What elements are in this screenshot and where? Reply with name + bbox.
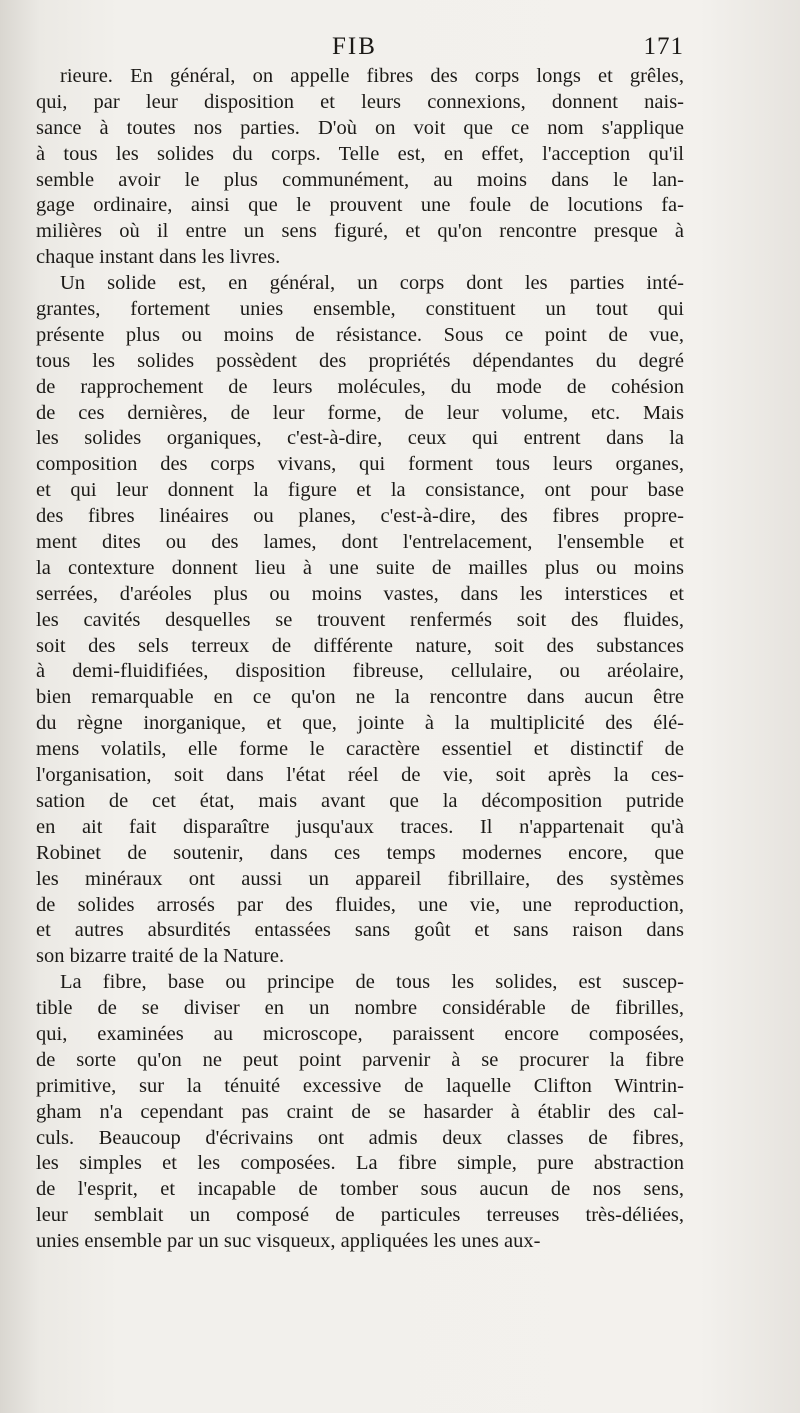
text-line: à demi-fluidifiées, disposition fibreuse, cellulaire, ou aréolaire,: [36, 660, 684, 683]
text-line: Robinet de soutenir, dans ces temps modernes encore, que: [36, 841, 684, 864]
text-line: de rapprochement de leurs molécules, du mode de cohésion: [36, 375, 684, 398]
running-head: FIB: [332, 33, 377, 60]
text-line: gham n'a cependant pas craint de se hasarder à établir des cal-: [36, 1100, 684, 1123]
text-line: sation de cet état, mais avant que la décomposition putride: [36, 789, 684, 812]
text-line: qui, par leur disposition et leurs connexions, donnent nais-: [36, 90, 684, 113]
text-line: l'organisation, soit dans l'état réel de vie, soit après la ces-: [36, 764, 684, 787]
text-line: ment dites ou des lames, dont l'entrelacement, l'ensemble et: [36, 531, 684, 554]
page-number: 171: [643, 33, 684, 60]
text-line: de ces dernières, de leur forme, de leur volume, etc. Mais: [36, 401, 684, 424]
text-line: rieure. En général, on appelle fibres des corps longs et grêles,: [60, 65, 684, 87]
text-line: primitive, sur la ténuité excessive de laquelle Clifton Wintrin-: [36, 1074, 684, 1097]
text-line: leur semblait un composé de particules terreuses très-déliées,: [36, 1204, 684, 1227]
text-line: du règne inorganique, et que, jointe à la multiplicité des élé-: [36, 712, 684, 735]
text-line: grantes, fortement unies ensemble, constituent un tout qui: [36, 298, 684, 321]
text-line: de solides arrosés par des fluides, une vie, une reproduction,: [36, 893, 684, 916]
text-line: les minéraux ont aussi un appareil fibrillaire, des systèmes: [36, 867, 684, 890]
paragraph: [36, 970, 684, 1255]
text-line: son bizarre traité de la Nature.: [36, 945, 285, 968]
text-line: tible de se diviser en un nombre considérable de fibrilles,: [36, 997, 684, 1020]
paragraph: [36, 271, 684, 970]
text-line: les cavités desquelles se trouvent renfermés soit des fluides,: [36, 608, 684, 631]
paragraph: [36, 64, 684, 271]
text-line: en ait fait disparaître jusqu'aux traces. Il n'appartenait qu'à: [36, 815, 684, 838]
text-line: sance à toutes nos parties. D'où on voit que ce nom s'applique: [36, 116, 684, 139]
text-line: la contexture donnent lieu à une suite de mailles plus ou moins: [36, 556, 684, 579]
text-line: gage ordinaire, ainsi que le prouvent une foule de locutions fa-: [36, 194, 684, 217]
text-line: culs. Beaucoup d'écrivains ont admis deux classes de fibres,: [36, 1126, 684, 1149]
text-line: de l'esprit, et incapable de tomber sous aucun de nos sens,: [36, 1178, 684, 1201]
text-line: composition des corps vivans, qui forment tous leurs organes,: [36, 453, 684, 476]
text-line: et autres absurdités entassées sans goût et sans raison dans: [36, 919, 684, 942]
body-text: [36, 64, 684, 1255]
text-line: chaque instant dans les livres.: [36, 246, 281, 269]
text-line: mens volatils, elle forme le caractère essentiel et distinctif de: [36, 738, 684, 761]
text-line: tous les solides possèdent des propriétés dépendantes du degré: [36, 349, 684, 372]
text-line: de sorte qu'on ne peut point parvenir à se procurer la fibre: [36, 1048, 684, 1071]
text-line: présente plus ou moins de résistance. Sous ce point de vue,: [36, 323, 684, 346]
text-line: milières où il entre un sens figuré, et qu'on rencontre presque à: [36, 220, 684, 243]
text-line: des fibres linéaires ou planes, c'est-à-dire, des fibres propre-: [36, 505, 684, 528]
text-line: les solides organiques, c'est-à-dire, ceux qui entrent dans la: [36, 427, 684, 450]
text-line: à tous les solides du corps. Telle est, en effet, l'acception qu'il: [36, 142, 684, 165]
text-line: serrées, d'aréoles plus ou moins vastes, dans les interstices et: [36, 582, 684, 605]
text-line: unies ensemble par un suc visqueux, appliquées les unes aux-: [36, 1230, 541, 1253]
text-line: La fibre, base ou principe de tous les solides, est suscep-: [60, 971, 684, 994]
text-line: et qui leur donnent la figure et la consistance, ont pour base: [36, 479, 684, 502]
text-line: les simples et les composées. La fibre simple, pure abstraction: [36, 1152, 684, 1175]
page-header: [36, 33, 684, 63]
text-line: bien remarquable en ce qu'on ne la rencontre dans aucun être: [36, 686, 684, 709]
text-line: semble avoir le plus communément, au moins dans le lan-: [36, 168, 684, 191]
text-line: soit des sels terreux de différente nature, soit des substances: [36, 634, 684, 657]
text-line: Un solide est, en général, un corps dont les parties inté-: [60, 272, 684, 295]
text-line: qui, examinées au microscope, paraissent encore composées,: [36, 1022, 684, 1045]
